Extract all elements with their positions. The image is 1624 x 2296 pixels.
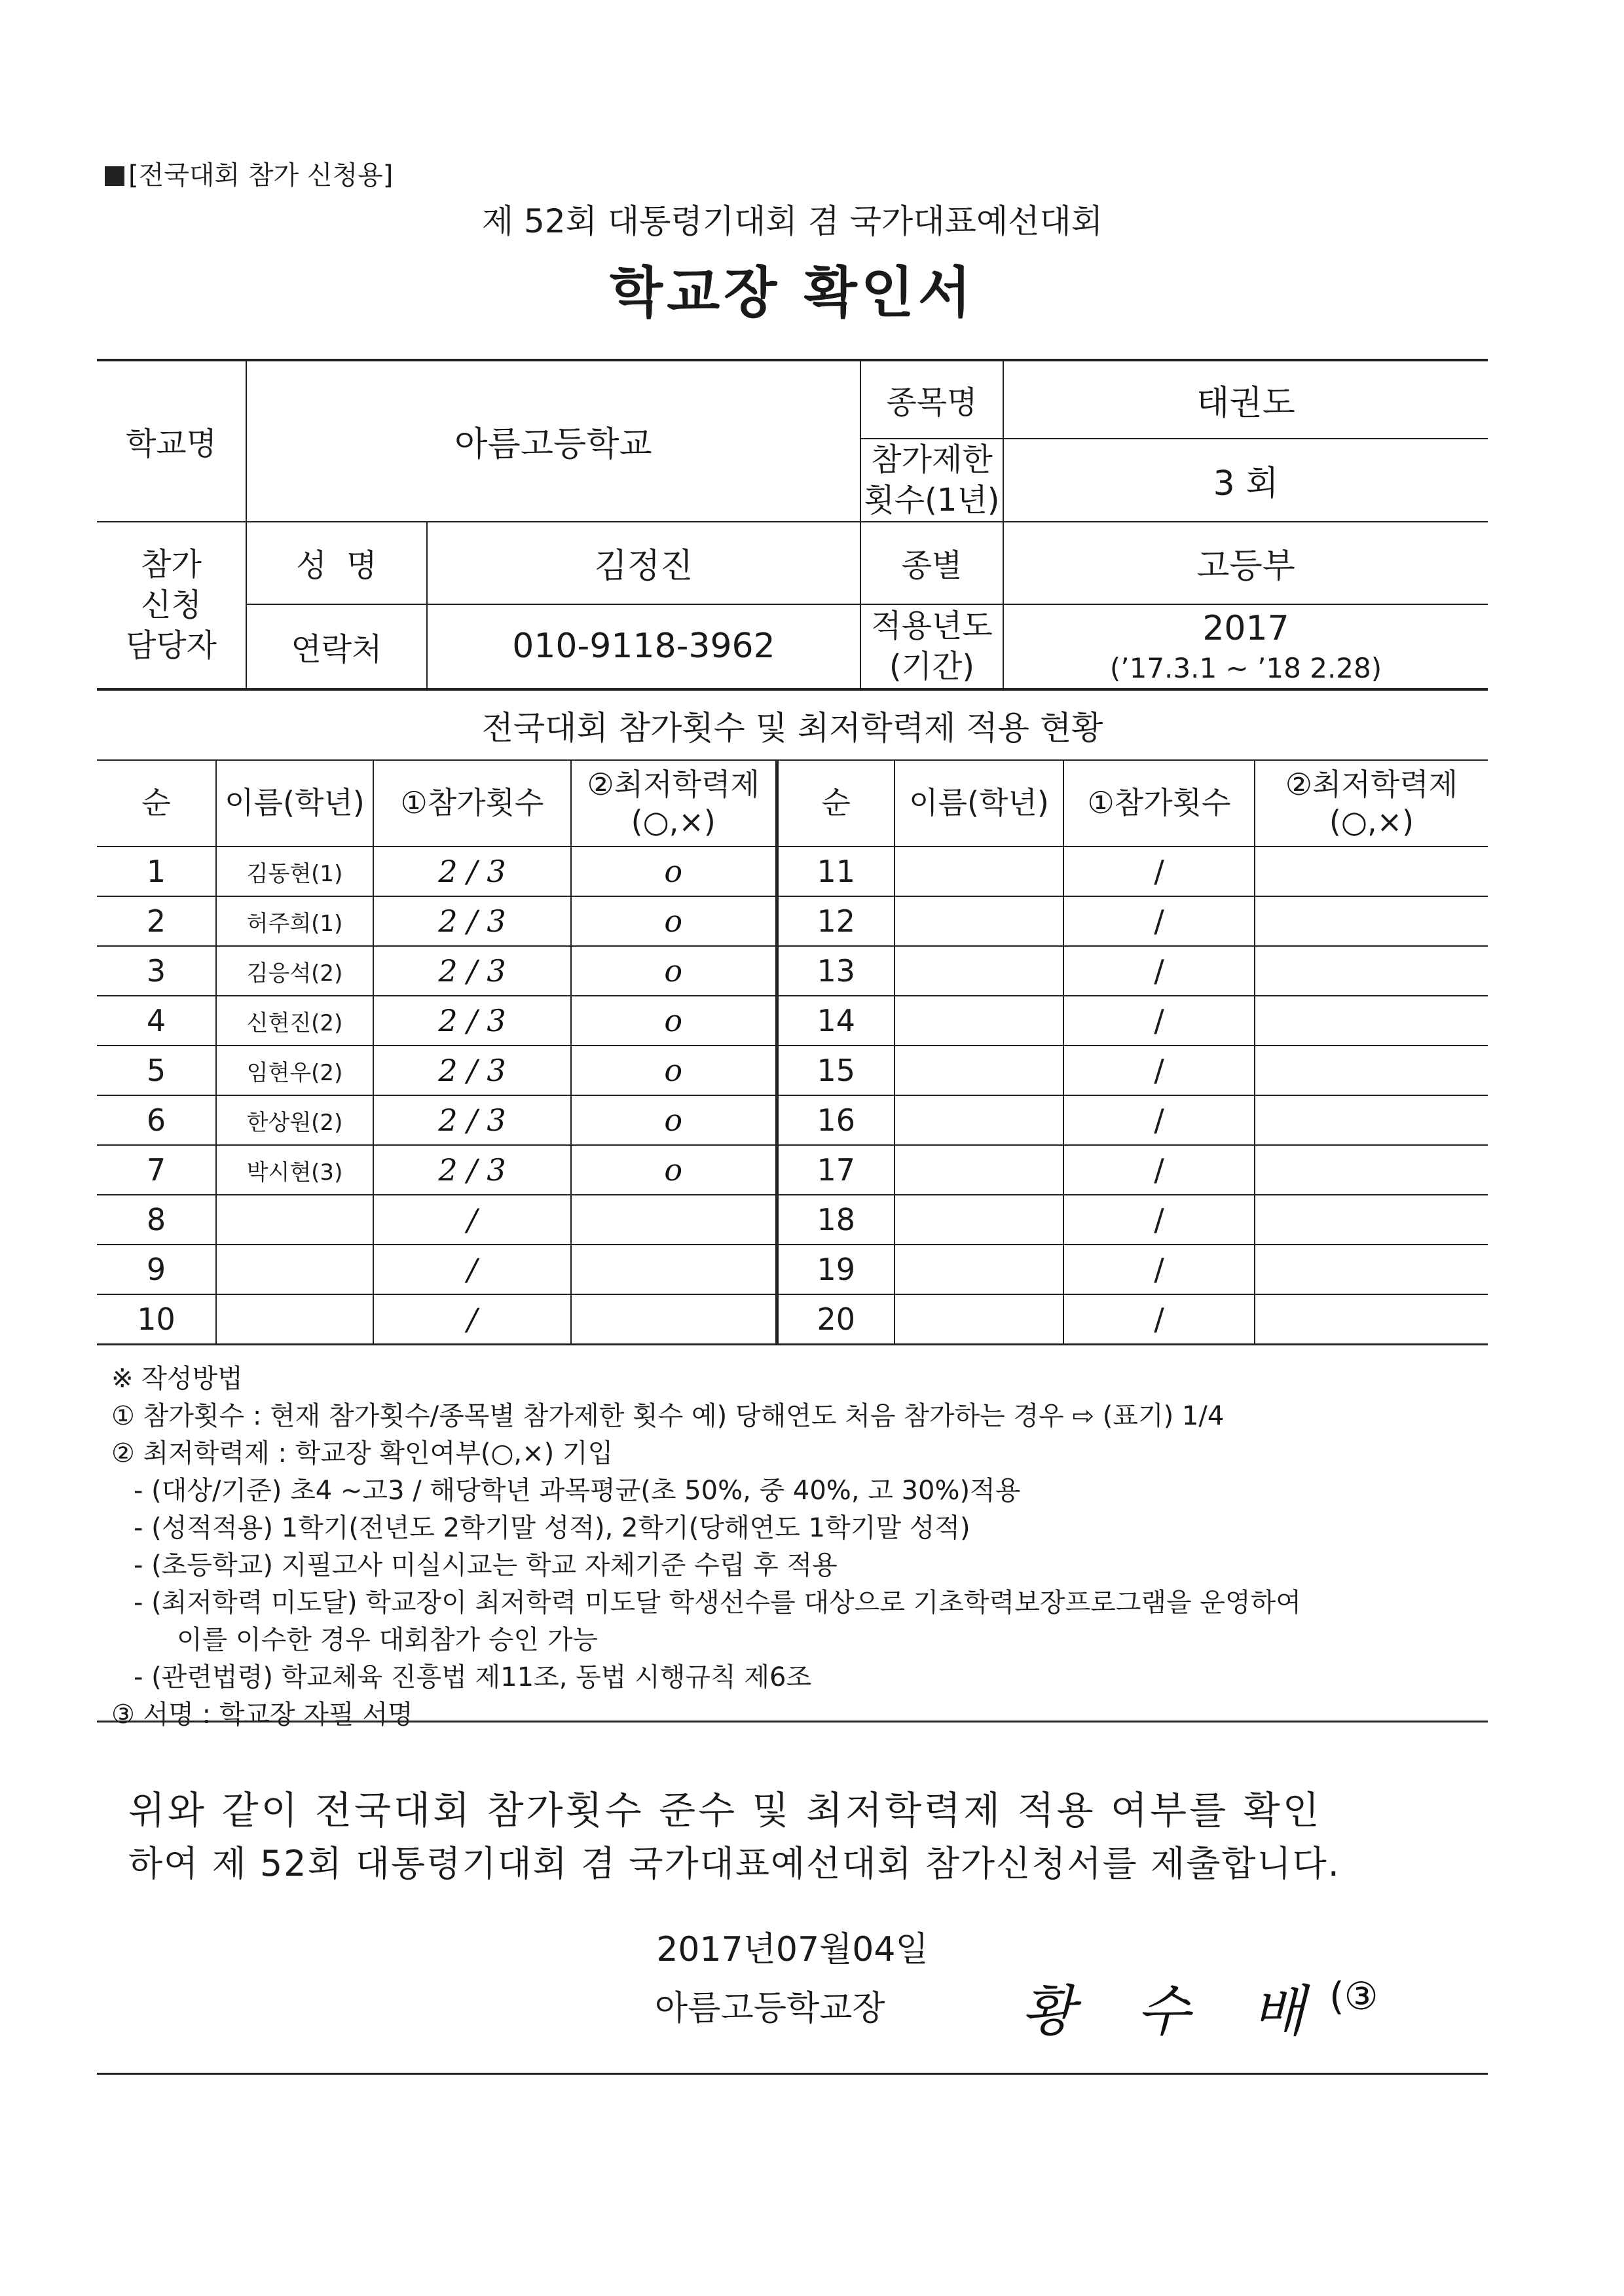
- min-academic-mark-cell: [571, 1095, 777, 1145]
- limit-value-cell: [1003, 439, 1488, 522]
- min-academic-mark-cell: [571, 1245, 777, 1294]
- contact-label: 연락처: [291, 630, 382, 668]
- row-number: 3: [146, 953, 166, 989]
- participation-count-cell: [373, 847, 571, 896]
- school-name: 아름고등학교: [454, 425, 652, 465]
- participation-count-cell: [1063, 1046, 1255, 1095]
- participation-count-cell: [373, 1095, 571, 1145]
- row-number-cell: [777, 1145, 895, 1195]
- participation-count: /: [1154, 1202, 1164, 1237]
- header-min-line-1: ②최저학력제: [587, 766, 760, 802]
- header-min-2-line-1: ②최저학력제: [1285, 766, 1458, 802]
- participation-count: /: [1154, 903, 1164, 939]
- participation-count: 2 / 3: [438, 1152, 506, 1188]
- participation-count-cell: [373, 1294, 571, 1345]
- year-value: 2017: [1202, 609, 1289, 649]
- header-min-2-line-2: (○,×): [1329, 804, 1414, 839]
- participation-count-cell: [1063, 1095, 1255, 1145]
- signature-stamp: [1329, 1974, 1378, 2018]
- min-academic-mark: o: [664, 1152, 683, 1188]
- document-subtitle: 제 52회 대통령기대회 겸 국가대표예선대회: [481, 202, 1103, 240]
- min-academic-mark-cell: [571, 1195, 777, 1245]
- header-no-2-label: 순: [821, 785, 851, 821]
- school-label: 학교명: [125, 426, 217, 463]
- row-number: 20: [817, 1302, 856, 1337]
- status-header-row: [97, 760, 1488, 847]
- row-number-cell: [97, 896, 216, 946]
- row-number-cell: [97, 1195, 216, 1245]
- student-name: 박시현(3): [246, 1159, 343, 1186]
- min-academic-mark: o: [664, 854, 683, 889]
- header-min-line-2: (○,×): [631, 804, 716, 839]
- principal-title: 아름고등학교장: [655, 1989, 885, 2028]
- notes-divider: [97, 1721, 1488, 1722]
- name-label: 성 명: [296, 547, 377, 585]
- row-number: 16: [817, 1102, 856, 1138]
- row-number: 15: [817, 1053, 856, 1088]
- handwritten-signature: 황 수 배: [1022, 1979, 1327, 2043]
- participation-count-cell: [1063, 1294, 1255, 1345]
- header-no-label: 순: [141, 785, 171, 821]
- note-related-law: - (관련법령) 학교체육 진흥법 제11조, 동법 시행규칙 제6조: [134, 1662, 812, 1692]
- header-count-2-label: ①참가횟수: [1087, 785, 1231, 821]
- min-academic-mark-cell: [571, 1145, 777, 1195]
- limit-value: 3 회: [1213, 464, 1279, 503]
- participation-count: /: [467, 1252, 477, 1287]
- participation-count: /: [1154, 1003, 1164, 1038]
- status-section-title: 전국대회 참가횟수 및 최저학력제 적용 현황: [481, 709, 1103, 747]
- bottom-divider: [97, 2073, 1488, 2075]
- event-value-cell: [1003, 360, 1488, 439]
- participation-count: 2 / 3: [438, 854, 506, 889]
- year-value-cell: [1003, 604, 1488, 689]
- notes-heading: ※ 작성방법: [111, 1364, 243, 1394]
- participation-count-cell: [1063, 996, 1255, 1046]
- school-label-cell: [97, 360, 246, 522]
- applicant-label-line-1: 참가: [141, 545, 202, 583]
- participation-count: 2 / 3: [438, 1053, 506, 1088]
- student-name-cell: [895, 1294, 1063, 1345]
- participation-count-cell: [1063, 1195, 1255, 1245]
- row-number-cell: [777, 1245, 895, 1294]
- student-name-cell: [895, 1245, 1063, 1294]
- event-label: 종목명: [886, 384, 978, 421]
- student-name-cell: [895, 847, 1063, 896]
- status-row: [97, 847, 1488, 896]
- participation-count: /: [1154, 1252, 1164, 1287]
- status-row: [97, 1195, 1488, 1245]
- participation-count-cell: [373, 1245, 571, 1294]
- participation-count: 2 / 3: [438, 903, 506, 939]
- header-no-2: [777, 760, 895, 847]
- header-count-2: [1063, 760, 1255, 847]
- student-name: 한상원(2): [246, 1109, 343, 1136]
- row-number-cell: [777, 847, 895, 896]
- header-min-2: [1255, 760, 1488, 847]
- participation-count: 2 / 3: [438, 1003, 506, 1038]
- student-name: 임현우(2): [246, 1059, 343, 1086]
- participation-count-cell: [1063, 896, 1255, 946]
- row-number: 4: [146, 1003, 166, 1038]
- min-academic-mark-cell: [1255, 996, 1488, 1046]
- contact-value-cell: [427, 604, 860, 689]
- participation-count-cell: [373, 1195, 571, 1245]
- student-name-cell: [895, 996, 1063, 1046]
- row-number-cell: [97, 1145, 216, 1195]
- note-below-minimum-cont: 이를 이수한 경우 대회참가 승인 가능: [177, 1625, 599, 1655]
- row-number: 18: [817, 1202, 856, 1237]
- min-academic-mark-cell: [571, 896, 777, 946]
- division-value: 고등부: [1196, 547, 1295, 587]
- row-number: 6: [146, 1102, 166, 1138]
- header-name: [216, 760, 373, 847]
- min-academic-mark-cell: [571, 1294, 777, 1345]
- application-type-tag: [105, 155, 393, 192]
- student-name-cell: [895, 946, 1063, 996]
- student-name-cell: [895, 1046, 1063, 1095]
- participation-count-cell: [1063, 1145, 1255, 1195]
- participation-count: /: [1154, 1053, 1164, 1088]
- note-grade-application: - (성적적용) 1학기(전년도 2학기말 성적), 2학기(당해연도 1학기말 성적): [134, 1513, 970, 1543]
- division-value-cell: [1003, 522, 1488, 604]
- contact-value: 010-9118-3962: [512, 627, 775, 666]
- applicant-label-line-3: 담당자: [125, 627, 217, 665]
- row-number-cell: [97, 946, 216, 996]
- status-row: [97, 896, 1488, 946]
- row-number: 7: [146, 1152, 166, 1188]
- participation-count: /: [1154, 854, 1164, 889]
- applicant-label-line-2: 신청: [141, 587, 202, 624]
- black-square-icon: [105, 166, 124, 186]
- row-number-cell: [777, 1294, 895, 1345]
- participation-count-cell: [1063, 847, 1255, 896]
- participation-count-cell: [373, 996, 571, 1046]
- student-name-cell: [216, 946, 373, 996]
- student-name-cell: [895, 896, 1063, 946]
- status-row: [97, 1245, 1488, 1294]
- status-row: [97, 1095, 1488, 1145]
- participation-count-cell: [373, 946, 571, 996]
- student-name-cell: [895, 1095, 1063, 1145]
- header-name-2-label: 이름(학년): [909, 785, 1049, 821]
- student-name: 김응석(2): [246, 960, 343, 987]
- confirmation-line-1: 위와 같이 전국대회 참가횟수 준수 및 최저학력제 적용 여부를 확인: [128, 1788, 1322, 1832]
- limit-label-cell: [860, 439, 1003, 522]
- row-number: 13: [817, 953, 856, 989]
- min-academic-mark-cell: [1255, 847, 1488, 896]
- participation-count-cell: [1063, 946, 1255, 996]
- participation-count: /: [1154, 953, 1164, 989]
- min-academic-mark-cell: [571, 946, 777, 996]
- row-number-cell: [97, 1095, 216, 1145]
- row-number-cell: [777, 946, 895, 996]
- status-row: [97, 1046, 1488, 1095]
- header-name-label: 이름(학년): [225, 785, 365, 821]
- student-name-cell: [216, 996, 373, 1046]
- student-name-cell: [216, 1095, 373, 1145]
- note-signature: ③ 서명 : 학교장 자필 서명: [111, 1700, 413, 1730]
- student-name: 신현진(2): [246, 1010, 343, 1036]
- student-name-cell: [895, 1145, 1063, 1195]
- participation-count: 2 / 3: [438, 1102, 506, 1138]
- year-label-cell: [860, 604, 1003, 689]
- student-name-cell: [216, 1046, 373, 1095]
- min-academic-mark-cell: [1255, 1046, 1488, 1095]
- min-academic-mark-cell: [1255, 1195, 1488, 1245]
- info-table: [97, 359, 1488, 691]
- confirmation-statement: [128, 1779, 1504, 1886]
- row-number: 8: [146, 1202, 166, 1237]
- row-number: 11: [817, 854, 856, 889]
- student-name-cell: [895, 1195, 1063, 1245]
- min-academic-mark-cell: [1255, 1294, 1488, 1345]
- row-number-cell: [97, 996, 216, 1046]
- min-academic-mark-cell: [571, 847, 777, 896]
- participation-count: /: [1154, 1102, 1164, 1138]
- submission-date: 2017년07월04일: [656, 1930, 929, 1969]
- stamp-text: (③: [1329, 1974, 1378, 2018]
- name-label-cell: [246, 522, 427, 604]
- status-row: [97, 1294, 1488, 1345]
- participation-count: /: [467, 1302, 477, 1337]
- writing-instructions: [111, 1360, 1500, 1734]
- min-academic-mark-cell: [571, 996, 777, 1046]
- student-name: 김동현(1): [246, 860, 343, 887]
- min-academic-mark-cell: [1255, 946, 1488, 996]
- event-value: 태권도: [1196, 384, 1295, 423]
- header-count: [373, 760, 571, 847]
- row-number-cell: [97, 1046, 216, 1095]
- row-number: 5: [146, 1053, 166, 1088]
- contact-label-cell: [246, 604, 427, 689]
- min-academic-mark-cell: [1255, 1145, 1488, 1195]
- row-number: 17: [817, 1152, 856, 1188]
- row-number-cell: [777, 1195, 895, 1245]
- header-name-2: [895, 760, 1063, 847]
- row-number-cell: [97, 1245, 216, 1294]
- document-title: 학교장 확인서: [609, 261, 976, 325]
- student-name-cell: [216, 1145, 373, 1195]
- student-name-cell: [216, 896, 373, 946]
- limit-label-line-1: 참가제한: [871, 441, 993, 478]
- min-academic-mark-cell: [571, 1046, 777, 1095]
- student-name: 허주희(1): [246, 910, 343, 937]
- year-label-line-1: 적용년도: [871, 607, 993, 644]
- participation-count-cell: [1063, 1245, 1255, 1294]
- applicant-name: 김정진: [594, 547, 693, 587]
- row-number-cell: [97, 847, 216, 896]
- participation-count: /: [1154, 1302, 1164, 1337]
- min-academic-mark-cell: [1255, 1245, 1488, 1294]
- participation-count: /: [1154, 1152, 1164, 1188]
- name-value-cell: [427, 522, 860, 604]
- min-academic-mark-cell: [1255, 896, 1488, 946]
- row-number: 1: [146, 854, 166, 889]
- row-number-cell: [777, 896, 895, 946]
- note-target-criteria: - (대상/기준) 초4 ~고3 / 해당학년 과목평균(초 50%, 중 40%, 고 30%)적용: [134, 1476, 1021, 1506]
- participation-count: /: [467, 1202, 477, 1237]
- note-below-minimum: - (최저학력 미도달) 학교장이 최저학력 미도달 학생선수를 대상으로 기초학력보장프로그램을 운영하여: [134, 1588, 1301, 1618]
- student-name-cell: [216, 1195, 373, 1245]
- confirmation-line-2: 하여 제 52회 대통령기대회 겸 국가대표예선대회 참가신청서를 제출합니다.: [128, 1843, 1340, 1884]
- header-min: [571, 760, 777, 847]
- min-academic-mark: o: [664, 1102, 683, 1138]
- row-number-cell: [777, 996, 895, 1046]
- student-name-cell: [216, 847, 373, 896]
- min-academic-mark: o: [664, 953, 683, 989]
- note-elementary: - (초등학교) 지필고사 미실시교는 학교 자체기준 수립 후 적용: [134, 1550, 838, 1580]
- header-count-label: ①참가횟수: [400, 785, 544, 821]
- row-number-cell: [97, 1294, 216, 1345]
- note-min-academic: ② 최저학력제 : 학교장 확인여부(○,×) 기입: [111, 1438, 614, 1468]
- participation-count: 2 / 3: [438, 953, 506, 989]
- header-no: [97, 760, 216, 847]
- participation-count-cell: [373, 1145, 571, 1195]
- row-number-cell: [777, 1095, 895, 1145]
- limit-label-line-2: 횟수(1년): [864, 482, 1000, 519]
- student-name-cell: [216, 1245, 373, 1294]
- student-name-cell: [216, 1294, 373, 1345]
- status-row: [97, 946, 1488, 996]
- row-number: 10: [137, 1302, 175, 1337]
- status-table: [97, 759, 1488, 1345]
- min-academic-mark-cell: [1255, 1095, 1488, 1145]
- division-label: 종별: [901, 547, 963, 585]
- division-label-cell: [860, 522, 1003, 604]
- school-name-cell: [246, 360, 860, 522]
- row-number: 12: [817, 903, 856, 939]
- min-academic-mark: o: [664, 1053, 683, 1088]
- status-row: [97, 1145, 1488, 1195]
- note-participation-count: ① 참가횟수 : 현재 참가횟수/종목별 참가제한 횟수 예) 당해연도 처음 참가하는 경우 ⇨ (표기) 1/4: [111, 1401, 1225, 1431]
- row-number: 14: [817, 1003, 856, 1038]
- application-type-label: [전국대회 참가 신청용]: [128, 160, 394, 191]
- year-period: (’17.3.1 ~ ’18 2.28): [1109, 651, 1382, 684]
- applicant-label-cell: [97, 522, 246, 689]
- row-number-cell: [777, 1046, 895, 1095]
- min-academic-mark: o: [664, 903, 683, 939]
- year-label-line-2: (기간): [889, 648, 975, 685]
- row-number: 2: [146, 903, 166, 939]
- participation-count-cell: [373, 896, 571, 946]
- row-number: 9: [146, 1252, 166, 1287]
- event-label-cell: [860, 360, 1003, 439]
- participation-count-cell: [373, 1046, 571, 1095]
- min-academic-mark: o: [664, 1003, 683, 1038]
- row-number: 19: [817, 1252, 856, 1287]
- status-row: [97, 996, 1488, 1046]
